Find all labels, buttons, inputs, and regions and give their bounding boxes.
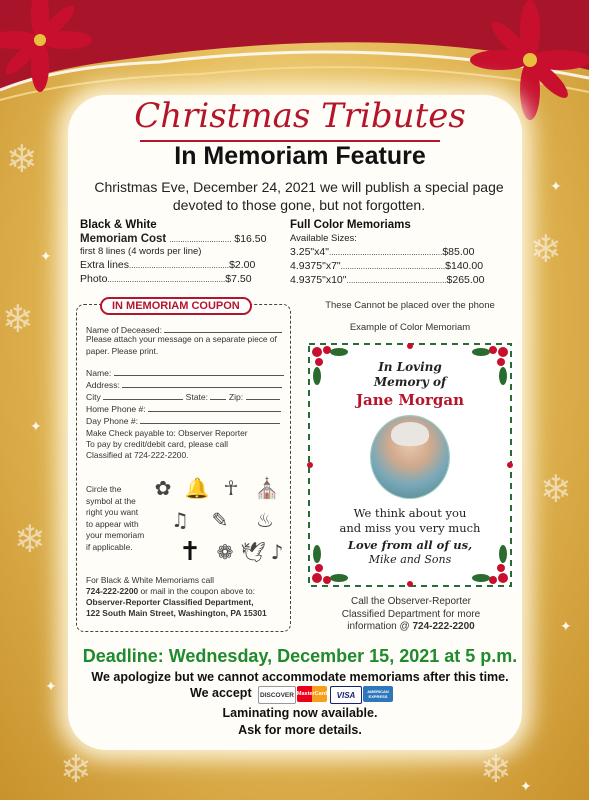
snowflake-icon: ❄ bbox=[6, 137, 38, 181]
memorial-sign-1: Love from all of us, bbox=[347, 538, 473, 552]
photo-price: $7.50 bbox=[225, 273, 252, 285]
color-heading: Full Color Memoriams bbox=[290, 219, 411, 231]
city-label: City bbox=[86, 392, 101, 402]
discover-card-logo: DISCOVER bbox=[258, 686, 296, 704]
state-label: State: bbox=[185, 392, 209, 402]
address-label: Address: bbox=[86, 380, 120, 390]
bible-icon[interactable]: ✎ bbox=[211, 508, 229, 532]
payable-line-2: To pay by credit/debit card, please call bbox=[86, 439, 228, 449]
day-phone-field[interactable] bbox=[86, 414, 280, 426]
address-field[interactable] bbox=[86, 378, 282, 390]
bw-call-text: or mail in the coupon above to: bbox=[138, 586, 256, 596]
extra-lines-line bbox=[80, 259, 255, 271]
address-blank[interactable] bbox=[122, 378, 282, 388]
day-phone-label: Day Phone #: bbox=[86, 416, 139, 426]
wedding-bells-icon[interactable]: ♫ bbox=[171, 508, 189, 532]
size-label: 4.9375"x7" bbox=[290, 260, 341, 272]
angel-icon[interactable]: ☥ bbox=[223, 476, 239, 500]
snowflake-icon: ❄ bbox=[530, 227, 562, 271]
sizes-label: Available Sizes: bbox=[290, 233, 357, 244]
snowflake-icon: ❄ bbox=[540, 467, 572, 511]
size-line bbox=[290, 274, 485, 286]
size-price: $140.00 bbox=[445, 260, 484, 272]
example-memorial bbox=[305, 340, 515, 590]
zip-blank[interactable] bbox=[246, 390, 280, 400]
memorial-sign-2: Mike and Sons bbox=[368, 553, 452, 566]
leader-dots: ............................ bbox=[169, 235, 232, 244]
sparkle-icon: ✦ bbox=[30, 419, 42, 435]
size-price: $265.00 bbox=[446, 274, 485, 286]
closing-text bbox=[70, 705, 530, 739]
city-blank[interactable] bbox=[103, 390, 183, 400]
bw-cost-label: Memoriam Cost bbox=[80, 233, 167, 245]
name-field[interactable] bbox=[86, 366, 284, 378]
snowflake-icon: ❄ bbox=[2, 297, 34, 341]
leader-dots: ............................................. bbox=[346, 276, 447, 285]
address-line: 122 South Main Street, Washington, PA 15301 bbox=[86, 608, 267, 618]
color-call-line-1: Call the Observer-Reporter bbox=[350, 596, 472, 607]
extra-lines-label: Extra lines bbox=[80, 259, 130, 271]
phone-note: These Cannot be placed over the phone bbox=[325, 300, 495, 311]
bw-sub: first 8 lines (4 words per line) bbox=[80, 246, 202, 257]
bw-cost-line bbox=[80, 233, 266, 245]
bells-bow-icon[interactable]: 🔔 bbox=[184, 476, 210, 500]
state-blank[interactable] bbox=[210, 390, 226, 400]
payable-line-1: Make Check payable to: Observer Reporter bbox=[86, 428, 248, 438]
leader-dots: ................................................... bbox=[328, 248, 443, 257]
color-call-info bbox=[300, 596, 522, 634]
deceased-blank[interactable] bbox=[164, 323, 282, 333]
sparkle-icon: ✦ bbox=[560, 619, 572, 635]
mastercard-logo: MasterCard bbox=[297, 686, 327, 702]
size-line bbox=[290, 246, 474, 258]
color-call-prefix: information @ bbox=[347, 621, 413, 632]
memorial-text-1: We think about you bbox=[353, 506, 467, 520]
color-call-line-2: Classified Department for more bbox=[341, 608, 481, 620]
size-label: 4.9375"x10" bbox=[290, 274, 347, 286]
deadline: Deadline: Wednesday, December 15, 2021 at 5 p.m. bbox=[82, 646, 518, 666]
home-phone-field[interactable] bbox=[86, 402, 281, 414]
color-call-line-3 bbox=[300, 621, 522, 634]
sparkle-icon: ✦ bbox=[40, 249, 52, 265]
bw-call-phone: 724-222-2200 bbox=[86, 586, 139, 596]
wreath-icon[interactable]: ❁ bbox=[216, 540, 234, 564]
leader-dots: ............................................. bbox=[129, 261, 230, 270]
sparkle-icon: ✦ bbox=[45, 679, 57, 695]
bells-icon[interactable]: ♪ bbox=[270, 540, 284, 564]
circle-symbol-note: Circle the symbol at the right you want to appear with your memoriam if applicable. bbox=[86, 484, 145, 552]
we-accept-label: We accept bbox=[190, 686, 252, 700]
memorial-name: Jane Morgan bbox=[355, 391, 465, 409]
memorial-text-2: and miss you very much bbox=[339, 521, 481, 535]
photo-label: Photo bbox=[80, 273, 108, 285]
snowflake-icon: ❄ bbox=[14, 517, 46, 561]
message-note: Please attach your message on a separate piece of paper. Please print. bbox=[86, 334, 277, 356]
page-title: In Memoriam Feature bbox=[174, 142, 426, 170]
payable-line-3: Classified at 724-222-2200. bbox=[86, 450, 189, 460]
size-label: 3.25"x4" bbox=[290, 246, 329, 258]
memorial-line-2: Memory of bbox=[373, 375, 447, 389]
name-label: Name: bbox=[86, 368, 112, 378]
amex-logo: AMERICAN EXPRESS bbox=[363, 686, 393, 702]
bw-call-line-2 bbox=[86, 586, 255, 598]
deceased-label: Name of Deceased: bbox=[86, 325, 162, 335]
sparkle-icon: ✦ bbox=[520, 779, 532, 795]
coupon-tag: IN MEMORIAM COUPON bbox=[100, 297, 252, 315]
memorial-photo bbox=[371, 416, 449, 498]
poinsettia-icon[interactable]: ✿ bbox=[154, 476, 172, 500]
ask-note: Ask for more details. bbox=[238, 723, 362, 737]
visa-logo: VISA bbox=[330, 686, 362, 704]
size-line bbox=[290, 260, 483, 272]
sparkle-icon: ✦ bbox=[550, 179, 562, 195]
extra-lines-price: $2.00 bbox=[229, 259, 256, 271]
apology-text: We apologize but we cannot accommodate memoriams after this time. bbox=[91, 670, 509, 684]
bw-heading: Black & White bbox=[80, 219, 157, 231]
church-icon[interactable]: ⛪ bbox=[254, 476, 280, 500]
snowflake-icon: ❄ bbox=[480, 747, 512, 791]
leader-dots: ..................................................... bbox=[107, 275, 226, 284]
bw-call-line-1: For Black & White Memoriams call bbox=[86, 575, 214, 585]
name-blank[interactable] bbox=[114, 366, 284, 376]
snowflake-icon: ❄ bbox=[60, 747, 92, 791]
memorial-line-1: In Loving bbox=[378, 360, 442, 374]
dept-line: Observer-Reporter Classified Department, bbox=[86, 597, 254, 607]
laminating-note: Laminating now available. bbox=[222, 706, 378, 720]
example-label: Example of Color Memoriam bbox=[349, 322, 471, 333]
city-state-zip-field[interactable] bbox=[86, 390, 280, 402]
doves-icon[interactable]: 🕊 bbox=[240, 540, 266, 564]
cross-icon[interactable]: ✝ bbox=[179, 537, 201, 567]
photo-line bbox=[80, 273, 252, 285]
bw-cost-price: $16.50 bbox=[234, 233, 267, 245]
zip-label: Zip: bbox=[228, 392, 244, 402]
candle-icon[interactable]: ♨ bbox=[256, 508, 274, 532]
leader-dots: ............................................... bbox=[340, 262, 446, 271]
intro-text: Christmas Eve, December 24, 2021 we will publish a special page devoted to those gone, but not forgotten. bbox=[94, 179, 504, 213]
day-phone-blank[interactable] bbox=[140, 414, 280, 424]
color-call-phone: 724-222-2200 bbox=[412, 621, 475, 632]
size-price: $85.00 bbox=[442, 246, 475, 258]
script-title: Christmas Tributes bbox=[134, 96, 466, 136]
home-phone-blank[interactable] bbox=[148, 402, 281, 412]
home-phone-label: Home Phone #: bbox=[86, 404, 146, 414]
